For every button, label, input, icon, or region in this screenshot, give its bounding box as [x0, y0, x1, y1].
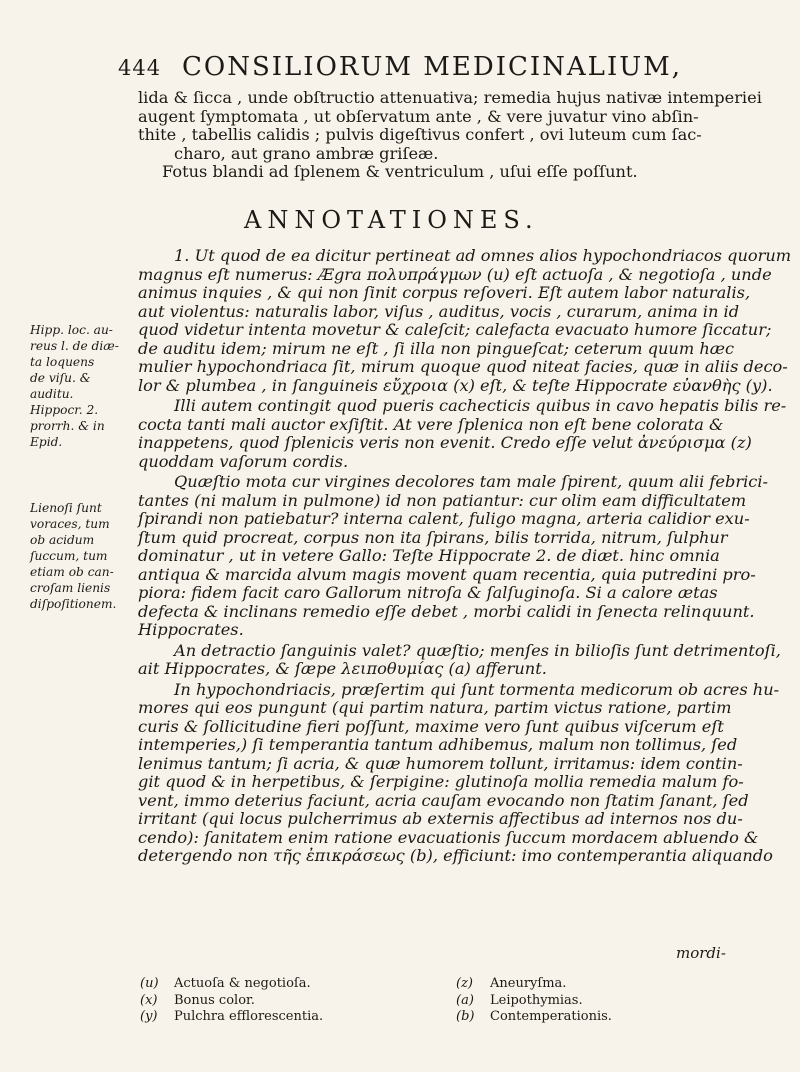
paragraph: [138, 246, 792, 395]
text-line: mores qui eos pungunt (qui partim natura, partim victus ratione, partim: [138, 698, 732, 717]
text-line: inappetens, quod ſplenicis veris non evenit. Credo eſſe velut ἀνεύρισμα (z): [138, 433, 752, 452]
margin-note-line: diſpoſitionem.: [30, 597, 117, 611]
margin-note-line: auditu.: [30, 387, 74, 401]
text-line: tantes (ni malum in pulmone) id non patiantur: cur olim eam difficultatem: [138, 490, 747, 510]
annotations-body: [138, 246, 792, 868]
text-line: An detractio ſanguinis valet? quæſtio; menſes in bilioſis ſunt detrimentoſi,: [174, 640, 781, 660]
margin-note-line: prorrh. & in: [30, 419, 105, 433]
footnote-marker: (a): [456, 992, 474, 1008]
footnote-text: Bonus color.: [174, 992, 255, 1008]
footnote-marker: (b): [456, 1009, 475, 1024]
text-line: de auditu idem; mirum ne eſt , ſi illa non pingueſcat; ceterum quum hæc: [138, 338, 735, 358]
text-line: mulier hypochondriaca ſit, mirum quoque quod niteat facies, quæ in aliis deco-: [138, 357, 788, 376]
footnote: [456, 1009, 612, 1026]
text-line: Illi autem contingit quod pueris cachecticis quibus in cavo hepatis bilis re-: [174, 396, 787, 415]
text-line: piora: fidem facit caro Gallorum nitroſa & ſalſuginoſa. Si a calore ætas: [138, 583, 718, 602]
margin-note-line: etiam ob can-: [30, 565, 114, 579]
paragraph: [138, 396, 787, 471]
text-line: cocta tanti mali auctor exſiſtit. At vere ſplenica non eſt bene colorata &: [138, 414, 724, 434]
footnote: [140, 1009, 323, 1026]
text-line: detergendo non τῆς ἐπικράσεως (b), efficiunt: imo contemperantia aliquando: [138, 846, 773, 865]
text-line: quoddam vaſorum cordis.: [138, 451, 349, 471]
footnotes-right: [456, 976, 612, 1026]
margin-note-line: Lienoſi ſunt: [30, 501, 102, 515]
margin-note-line: ob acidum: [30, 533, 95, 547]
margin-note-line: Epid.: [30, 435, 63, 449]
text-line: dominatur , ut in vetere Gallo: Teſte Hippocrate 2. de diæt. hinc omnia: [138, 546, 720, 565]
text-line: git quod & in herpetibus, & ſerpigine: glutinoſa mollia remedia malum fo-: [138, 772, 744, 791]
margin-note-line: de viſu. &: [30, 371, 91, 385]
text-line: 1. Ut quod de ea dicitur pertineat ad omnes alios hypochondriacos quorum: [174, 246, 792, 265]
text-line: intemperies,) ſi temperantia tantum adhibemus, malum non tollimus, ſed: [138, 735, 738, 754]
footnote-marker: (z): [456, 976, 473, 991]
text-line: vent, immo deterius faciunt, acria cauſam evocando non ſtatim ſanant, ſed: [138, 790, 749, 810]
footnote: [456, 976, 612, 993]
footnote-text: Pulchra efflorescentia.: [174, 1009, 324, 1024]
paragraph: [138, 679, 780, 866]
margin-note-line: reus l. de diæ-: [30, 339, 119, 353]
text-line: quod videtur intenta movetur & caleſcit; calefacta evacuato humore ſiccatur;: [138, 320, 772, 339]
footnote-text: Contemperationis.: [490, 1009, 612, 1024]
text-line: lida & ſicca , unde obſtructio attenuativa; remedia hujus nativæ intemperiei: [138, 88, 762, 107]
margin-note-line: ſuccum, tum: [30, 549, 108, 563]
text-line: Quæſtio mota cur virgines decolores tam male ſpirent, quum alii febrici-: [174, 472, 768, 491]
text-line: lor & plumbea , in ſanguineis εὔχροια (x) eſt, & teſte Hippocrate εὐανθὴς (y).: [138, 375, 773, 395]
footnote-text: Aneuryſma.: [490, 976, 567, 991]
footnote-marker: (y): [140, 1009, 158, 1024]
page-header: [118, 52, 683, 86]
footnote: [456, 993, 612, 1010]
text-line: aut violentus: naturalis labor, viſus , auditus, vocis , curarum, anima in id: [138, 301, 740, 321]
paragraph: [138, 640, 781, 679]
margin-note: [30, 500, 134, 612]
footnote-marker: (x): [140, 992, 158, 1008]
footnotes-left: [140, 976, 323, 1026]
text-line: antiqua & marcida alvum magis movent quam recentia, quia putredini pro-: [138, 564, 756, 584]
margin-note: [30, 322, 134, 450]
margin-note-line: Hipp. loc. au-: [30, 323, 113, 337]
text-line: animus inquies , & qui non ſinit corpus reſoveri. Eſt autem labor naturalis,: [138, 283, 751, 302]
footnote: [140, 993, 323, 1010]
annotations-heading: ANNOTATIONES.: [244, 206, 539, 234]
text-line: lenimus tantum; ſi acria, & quæ humorem tollunt, irritamus: idem contin-: [138, 753, 743, 773]
text-line: ſpirandi non patiebatur? interna calent, fuligo magna, arteria calidior exu-: [138, 509, 750, 528]
text-line: thite , tabellis calidis ; pulvis digeſtivus confert , ovi luteum cum ſac-: [138, 125, 702, 144]
margin-note-line: Hippocr. 2.: [30, 403, 99, 417]
catchword: mordi-: [676, 944, 726, 962]
text-line: defecta & inclinans remedio eſſe debet , morbi calidi in ſenecta relinquunt.: [138, 601, 755, 621]
margin-note-line: voraces, tum: [30, 517, 110, 531]
footnote-text: Actuoſa & negotioſa.: [174, 976, 311, 991]
footnote-marker: (u): [140, 976, 159, 991]
text-line: magnus eſt numerus: Ægra πολυπράγμων (u) eſt actuoſa , & negotioſa , unde: [138, 264, 772, 284]
running-title: CONSILIORUM MEDICINALIUM,: [182, 52, 683, 82]
prescription-text: [138, 88, 762, 182]
text-line: irritant (qui locus pulcherrimus ab externis affectibus ad internos nos du-: [138, 809, 743, 828]
text-line: Fotus blandi ad ſplenem & ventriculum , uſui eſſe poſſunt.: [162, 162, 638, 181]
margin-note-line: croſam lienis: [30, 581, 111, 595]
page-number: 444: [118, 56, 162, 80]
footnote-text: Leipothymias.: [490, 992, 583, 1008]
text-line: ſtum quid procreat, corpus non ita ſpirans, bilis torrida, nitrum, ſulphur: [138, 527, 728, 547]
paragraph: [138, 472, 768, 640]
text-line: ait Hippocrates, & ſæpe λειποθυμίας (a) afferunt.: [138, 659, 547, 678]
text-line: charo, aut grano ambræ griſeæ.: [174, 143, 439, 163]
text-line: curis & ſollicitudine fieri poſſunt, maxime vero ſunt quibus viſcerum eſt: [138, 716, 724, 736]
text-line: cendo): ſanitatem enim ratione evacuationis ſuccum mordacem abluendo &: [138, 827, 759, 847]
margin-note-line: ta loquens: [30, 355, 95, 369]
text-line: augent ſymptomata , ut obſervatum ante , & vere juvatur vino abſin-: [138, 106, 699, 126]
text-line: Hippocrates.: [138, 620, 244, 639]
text-line: In hypochondriacis, præſertim qui ſunt tormenta medicorum ob acres hu-: [174, 679, 780, 699]
footnote: [140, 976, 323, 993]
